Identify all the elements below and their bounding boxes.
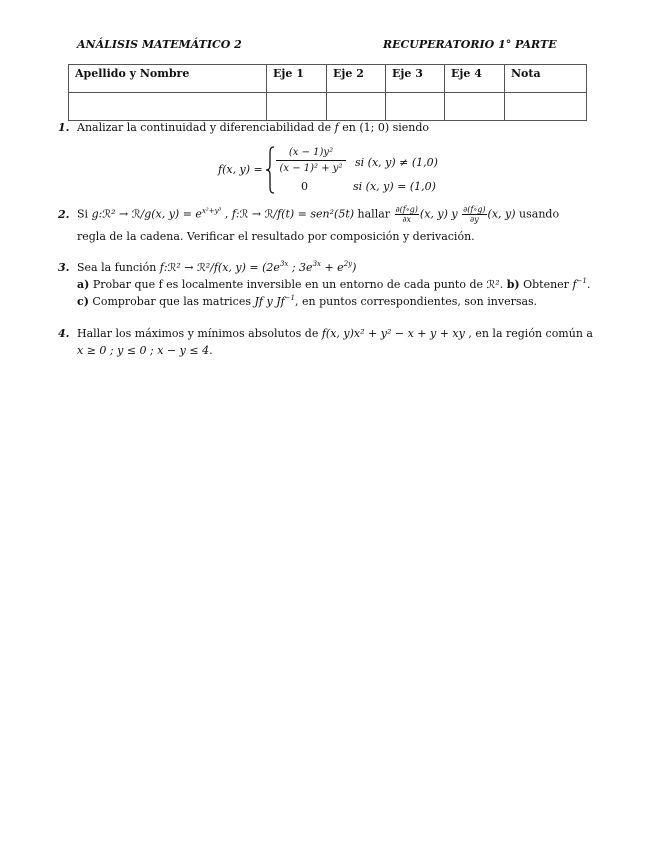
left-brace-icon	[265, 146, 275, 194]
item-2-number: 2.	[58, 208, 70, 221]
part-b-dot: .	[586, 278, 591, 291]
part-a-text: Probar que f es localmente inversible en un entorno de cada punto de	[89, 278, 487, 291]
part-c-end: , en puntos correspondientes, son inversas.	[295, 295, 538, 308]
item-2-intro: Si	[77, 207, 92, 221]
column-header-nota: Nota	[505, 65, 587, 93]
item-4-function: f(x, y)x² + y² − x + y + xy	[321, 327, 465, 340]
part-a-dot: .	[499, 278, 507, 291]
item-1-function-name: f	[334, 121, 339, 134]
item-2-find: hallar	[354, 207, 394, 221]
column-header-eje-2: Eje 2	[327, 65, 386, 93]
item-3-line-3	[77, 295, 537, 309]
item-1-number: 1.	[58, 121, 70, 134]
grade-table-header-row	[69, 65, 587, 93]
item-3-close: )	[352, 261, 357, 274]
part-a-label: a)	[77, 278, 90, 291]
item-2-end: usando	[515, 207, 560, 221]
grade-table-entry-row	[69, 93, 587, 121]
item-4-dot: .	[209, 344, 213, 357]
case1-fraction	[276, 146, 346, 175]
part-c-exponent: −1	[284, 294, 295, 302]
item-2-f-definition: f:ℛ → ℛ/f(t) = sen²(5t)	[231, 207, 355, 221]
case2-condition: si (x, y) = (1,0)	[353, 180, 436, 193]
item-3-intro: Sea la función	[77, 261, 160, 274]
item-2-and: y	[447, 207, 462, 221]
item-2-line-1	[77, 205, 559, 224]
part-b-label: b)	[506, 278, 520, 291]
student-grade-table	[68, 64, 587, 121]
case1-numerator: (x − 1)y²	[276, 146, 346, 161]
item-1-statement	[77, 121, 429, 135]
cell-eje-3	[386, 93, 445, 121]
partial-y-denominator: ∂y	[470, 215, 479, 224]
exam-title: RECUPERATORIO 1° PARTE	[383, 38, 557, 51]
course-title: ANÁLISIS MATEMÁTICO 2	[77, 38, 242, 51]
item-1-at: en	[338, 121, 360, 134]
item-4-region: x ≥ 0 ; y ≤ 0 ; x − y ≤ 4	[77, 344, 210, 357]
column-header-apellido-y-nombre: Apellido y Nombre	[69, 65, 267, 93]
item-2-separator: ,	[221, 207, 232, 221]
item-4-intro: Hallar los máximos y mínimos absolutos de	[77, 327, 322, 340]
part-c-matrices: Jf y Jf	[254, 295, 285, 308]
partial-y-numerator: ∂(f∘g)	[463, 205, 486, 214]
item-2-g-exponent: x²+y³	[201, 206, 222, 215]
item-3-exponent-2: 3x	[312, 260, 321, 268]
item-4-line-1	[77, 327, 593, 341]
item-3-line-2	[77, 278, 590, 292]
item-2-line-2: regla de la cadena. Verificar el resultado por composición y derivación.	[77, 230, 475, 243]
part-a-space: ℛ²	[486, 278, 500, 291]
case1-condition: si (x, y) ≠ (1,0)	[355, 156, 438, 169]
column-header-eje-1: Eje 1	[267, 65, 327, 93]
partial-y-args: (x, y)	[487, 207, 516, 221]
part-c-text: Comprobar que las matrices	[88, 295, 255, 308]
item-3-exponent-1: 3x	[279, 260, 289, 268]
item-3-f-definition: f:ℛ² → ℛ²/f(x, y) = (2e	[159, 261, 280, 274]
item-1-end: siendo	[389, 121, 430, 134]
cell-eje-4	[445, 93, 505, 121]
item-4-end: , en la región común a	[464, 327, 593, 340]
partial-x-fraction	[395, 205, 419, 224]
cell-apellido-y-nombre	[69, 93, 267, 121]
part-b-f: f	[572, 278, 577, 291]
column-header-eje-3: Eje 3	[386, 65, 445, 93]
function-lhs: f(x, y) =	[218, 163, 263, 176]
item-2-g-definition: g:ℛ² → ℛ/g(x, y) = e	[91, 207, 202, 221]
partial-x-denominator: ∂x	[402, 215, 412, 224]
item-3-line-1	[77, 261, 356, 275]
cell-nota	[505, 93, 587, 121]
column-header-eje-4: Eje 4	[445, 65, 505, 93]
item-4-line-2	[77, 344, 213, 358]
item-3-number: 3.	[58, 261, 70, 274]
case1-denominator: (x − 1)² + y²	[279, 163, 343, 174]
partial-x-numerator: ∂(f∘g)	[395, 205, 418, 214]
partial-x-args: (x, y)	[419, 207, 448, 221]
cell-eje-1	[267, 93, 327, 121]
item-3-middle: ; 3e	[288, 261, 313, 274]
item-1-intro: Analizar la continuidad y diferenciabilidad de	[77, 121, 335, 134]
cell-eje-2	[327, 93, 386, 121]
item-3-exponent-3: 2y	[343, 260, 353, 268]
case2-value: 0	[301, 180, 308, 193]
part-c-label: c)	[77, 295, 89, 308]
part-b-exponent: −1	[576, 277, 587, 285]
item-1-point: (1; 0)	[359, 121, 390, 134]
partial-y-fraction	[462, 205, 486, 224]
item-4-number: 4.	[58, 327, 70, 340]
part-b-text: Obtener	[519, 278, 573, 291]
item-3-plus: + e	[320, 261, 344, 274]
